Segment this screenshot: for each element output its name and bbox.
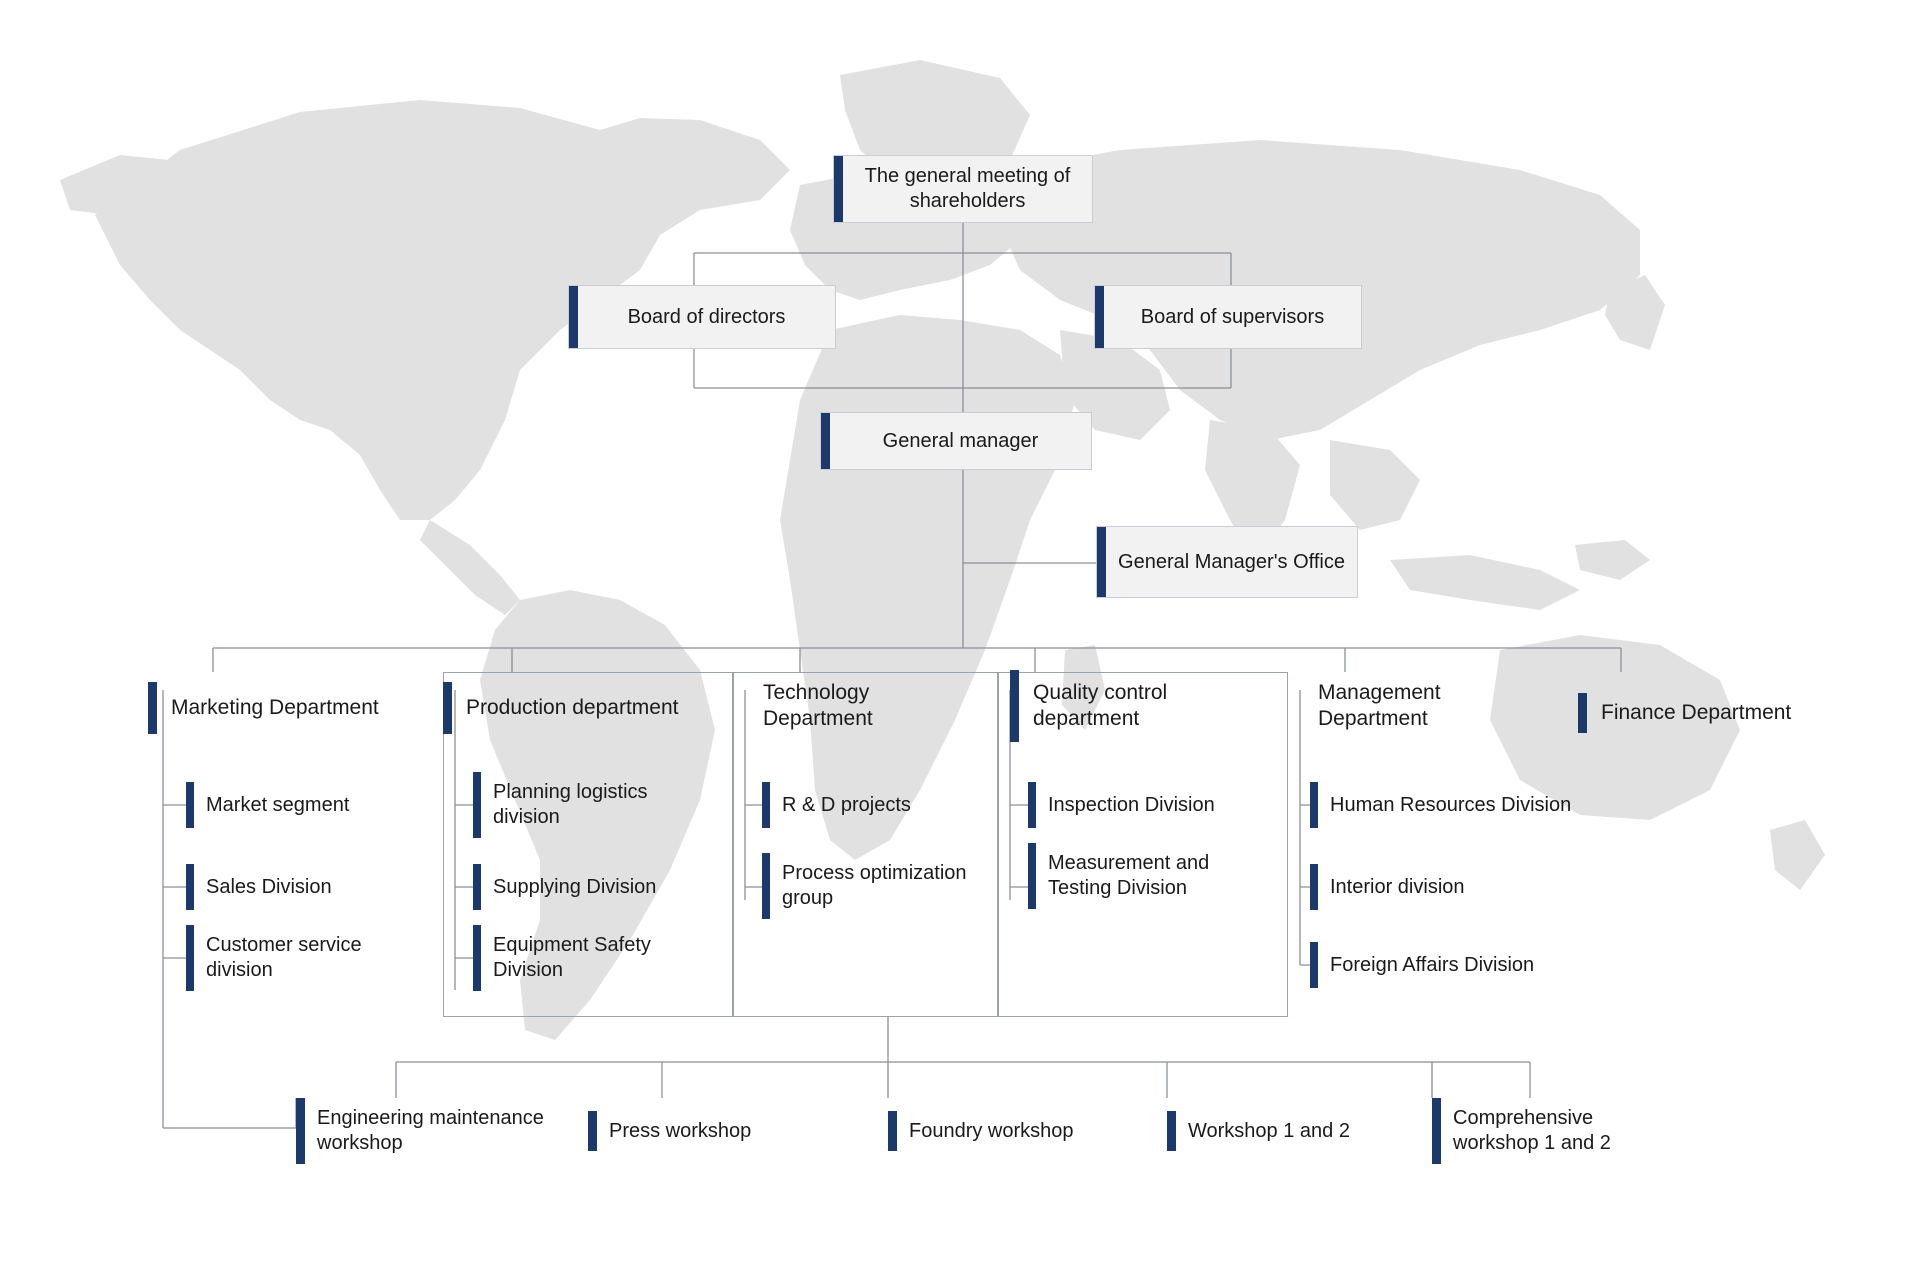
node-accent-bar bbox=[588, 1111, 597, 1151]
dept-technology-department[interactable] bbox=[745, 670, 915, 742]
node-accent-bar bbox=[186, 782, 194, 828]
sub-rd-projects[interactable] bbox=[762, 782, 911, 828]
dept-label: Finance Department bbox=[1601, 700, 1792, 724]
sub-human-resources-division[interactable] bbox=[1310, 782, 1571, 828]
node-accent-bar bbox=[821, 413, 830, 469]
sub-label: Customer service division bbox=[206, 934, 362, 981]
node-accent-bar bbox=[888, 1111, 897, 1151]
sub-customer-service-division[interactable] bbox=[186, 925, 386, 991]
node-label: The general meeting of shareholders bbox=[864, 165, 1071, 212]
sub-label: Planning logistics division bbox=[493, 781, 648, 828]
node-accent-bar bbox=[148, 682, 157, 734]
node-accent-bar bbox=[1097, 527, 1106, 597]
dept-label: Technology Department bbox=[763, 680, 873, 730]
node-accent-bar bbox=[762, 853, 770, 919]
sub-label: Process optimization group bbox=[782, 862, 967, 909]
dept-management-department[interactable] bbox=[1300, 670, 1485, 742]
workshop-foundry[interactable] bbox=[888, 1111, 1074, 1151]
node-accent-bar bbox=[1167, 1111, 1176, 1151]
node-accent-bar bbox=[443, 682, 452, 734]
workshop-label: Workshop 1 and 2 bbox=[1188, 1119, 1350, 1142]
sub-label: Inspection Division bbox=[1048, 793, 1215, 816]
dept-label: Quality control department bbox=[1033, 680, 1168, 730]
sub-process-optimization-group[interactable] bbox=[762, 853, 992, 919]
workshop-label: Foundry workshop bbox=[909, 1119, 1074, 1142]
dept-quality-control-department[interactable] bbox=[1010, 670, 1220, 742]
node-accent-bar bbox=[1310, 782, 1318, 828]
workshop-label: Press workshop bbox=[609, 1119, 752, 1142]
node-shareholders[interactable] bbox=[833, 155, 1093, 223]
node-accent-bar bbox=[1432, 1098, 1441, 1164]
node-accent-bar bbox=[1310, 942, 1318, 988]
sub-label: Supplying Division bbox=[493, 875, 657, 898]
node-accent-bar bbox=[1578, 693, 1587, 733]
node-accent-bar bbox=[1028, 843, 1036, 909]
node-accent-bar bbox=[569, 286, 578, 348]
sub-label: R & D projects bbox=[782, 793, 911, 816]
node-general-manager[interactable] bbox=[820, 412, 1092, 470]
node-board-of-directors[interactable] bbox=[568, 285, 836, 349]
sub-label: Measurement and Testing Division bbox=[1048, 852, 1210, 899]
workshop-1-and-2[interactable] bbox=[1167, 1111, 1350, 1151]
node-board-of-supervisors[interactable] bbox=[1094, 285, 1362, 349]
workshop-label: Engineering maintenance workshop bbox=[317, 1107, 544, 1154]
sub-equipment-safety-division[interactable] bbox=[473, 925, 688, 991]
sub-label: Equipment Safety Division bbox=[493, 934, 651, 981]
node-accent-bar bbox=[473, 925, 481, 991]
sub-planning-logistics-division[interactable] bbox=[473, 772, 688, 838]
node-accent-bar bbox=[1310, 864, 1318, 910]
dept-label: Management Department bbox=[1318, 680, 1441, 730]
node-label: Board of supervisors bbox=[1140, 305, 1325, 328]
node-accent-bar bbox=[296, 1098, 305, 1164]
sub-label: Human Resources Division bbox=[1330, 793, 1572, 816]
sub-measurement-testing-division[interactable] bbox=[1028, 843, 1258, 909]
dept-label: Marketing Department bbox=[171, 695, 379, 719]
sub-foreign-affairs-division[interactable] bbox=[1310, 942, 1534, 988]
node-accent-bar bbox=[1095, 286, 1104, 348]
dept-production-department[interactable] bbox=[443, 682, 678, 734]
workshop-comprehensive-1-and-2[interactable] bbox=[1432, 1098, 1662, 1164]
workshop-press[interactable] bbox=[588, 1111, 751, 1151]
node-accent-bar bbox=[186, 925, 194, 991]
node-general-managers-office[interactable] bbox=[1096, 526, 1358, 598]
dept-marketing-department[interactable] bbox=[148, 682, 379, 734]
sub-sales-division[interactable] bbox=[186, 864, 332, 910]
dept-finance-department[interactable] bbox=[1578, 693, 1791, 733]
node-accent-bar bbox=[473, 772, 481, 838]
dept-label: Production department bbox=[466, 695, 679, 719]
sub-interior-division[interactable] bbox=[1310, 864, 1465, 910]
node-label: Board of directors bbox=[627, 305, 786, 328]
node-accent-bar bbox=[762, 782, 770, 828]
workshop-label: Comprehensive workshop 1 and 2 bbox=[1453, 1107, 1611, 1154]
sub-label: Foreign Affairs Division bbox=[1330, 953, 1535, 976]
sub-supplying-division[interactable] bbox=[473, 864, 656, 910]
node-accent-bar bbox=[186, 864, 194, 910]
sub-label: Market segment bbox=[206, 793, 350, 816]
node-accent-bar bbox=[1028, 782, 1036, 828]
node-label: General manager bbox=[882, 429, 1039, 452]
node-accent-bar bbox=[1010, 670, 1019, 742]
node-accent-bar bbox=[473, 864, 481, 910]
workshop-engineering-maintenance[interactable] bbox=[296, 1098, 576, 1164]
sub-market-segment[interactable] bbox=[186, 782, 349, 828]
node-accent-bar bbox=[834, 156, 843, 222]
node-label: General Manager's Office bbox=[1118, 550, 1345, 573]
sub-label: Interior division bbox=[1330, 875, 1465, 898]
sub-inspection-division[interactable] bbox=[1028, 782, 1215, 828]
sub-label: Sales Division bbox=[206, 875, 332, 898]
